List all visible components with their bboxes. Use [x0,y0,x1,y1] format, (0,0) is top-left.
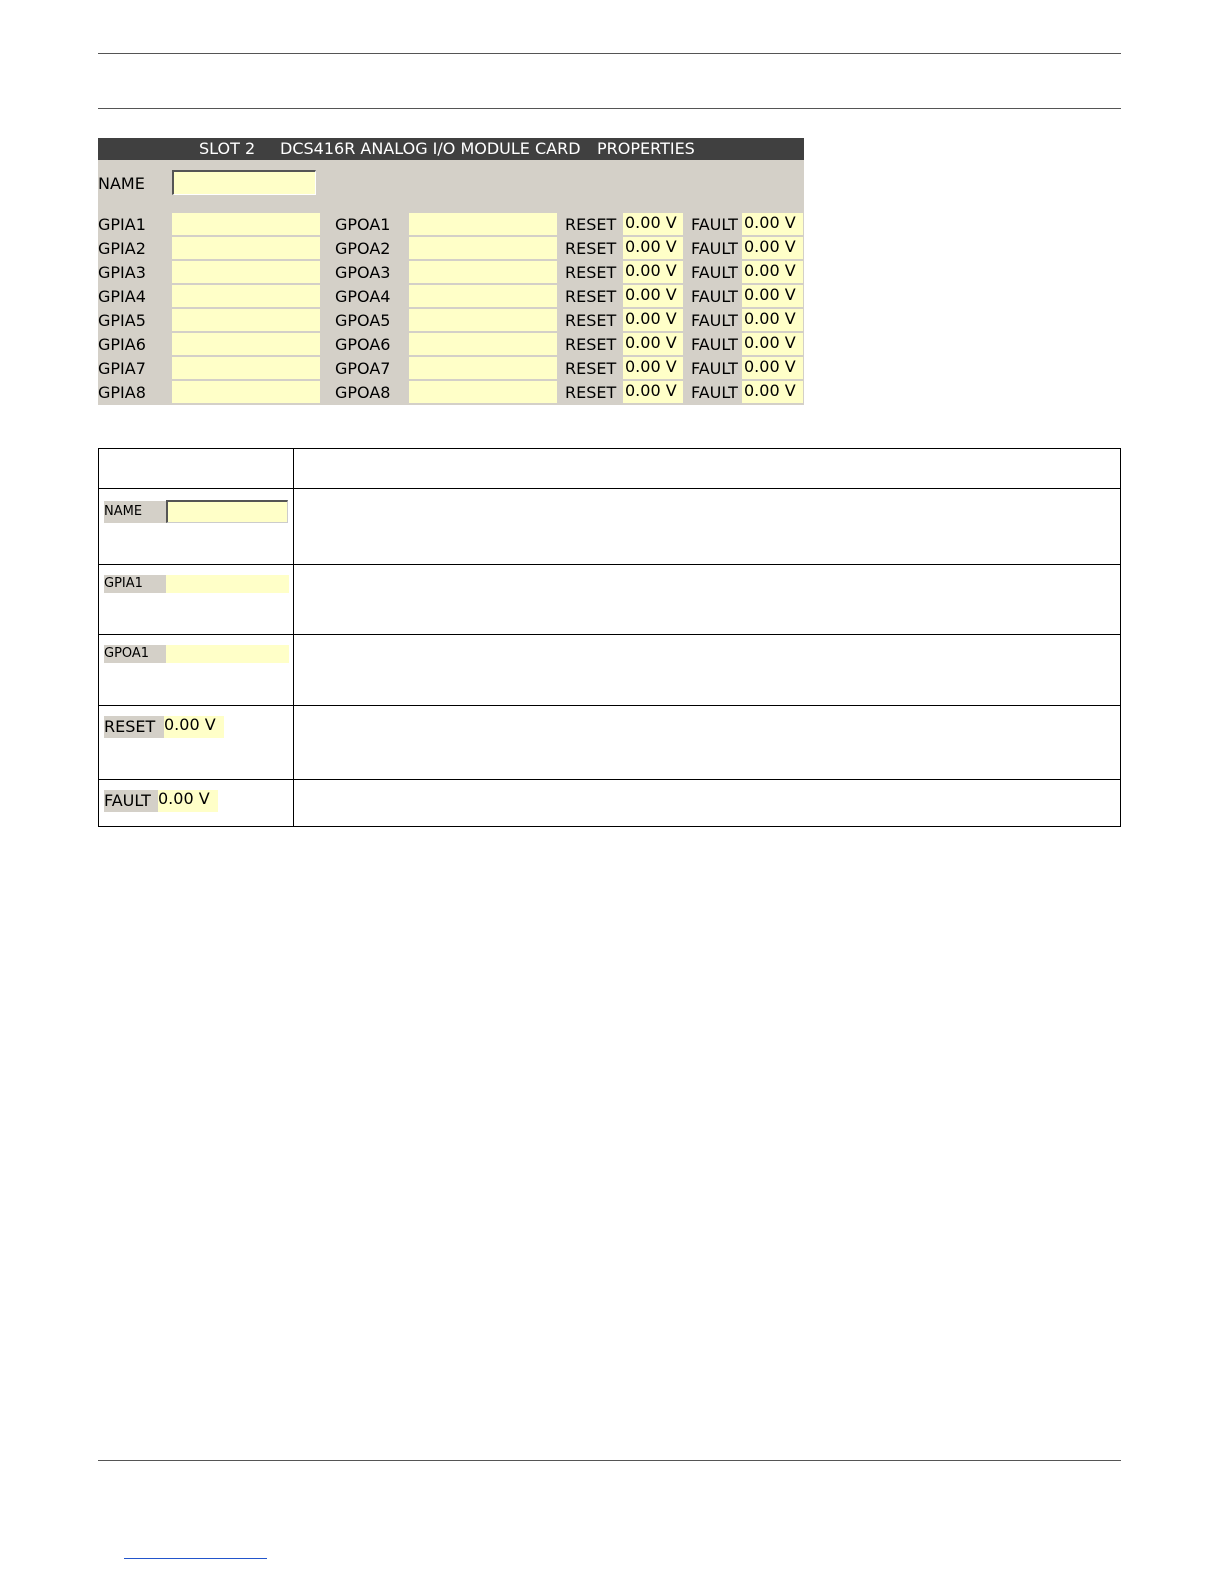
reset-label: RESET [565,383,617,402]
table-row [99,635,1121,706]
header-rule [98,108,1121,109]
gpoa-label: GPOA6 [335,335,391,354]
gpoa-label: GPOA8 [335,383,391,402]
panel-title-bar [98,138,804,160]
fault-label: FAULT [691,335,738,354]
fault-value[interactable]: 0.00 V [742,357,803,379]
slot-label: SLOT 2 [199,139,256,158]
gpoa-label: GPOA1 [335,215,391,234]
fault-value[interactable]: 0.00 V [742,213,803,235]
gpoa-field[interactable] [409,333,557,355]
gpia-field[interactable] [172,381,320,403]
mini-gpia-label: GPIA1 [104,575,166,593]
fault-value[interactable]: 0.00 V [742,237,803,259]
gpia-field[interactable] [172,261,320,283]
gpoa-field[interactable] [409,261,557,283]
fault-value[interactable]: 0.00 V [742,381,803,403]
reset-value[interactable]: 0.00 V [623,237,683,259]
table-row [99,780,1121,827]
reset-value[interactable]: 0.00 V [623,309,683,331]
table-cell-description [294,489,1121,565]
table-row [99,706,1121,780]
gpoa-field[interactable] [409,357,557,379]
gpia-label: GPIA4 [98,287,146,306]
gpoa-field[interactable] [409,237,557,259]
gpoa-field[interactable] [409,381,557,403]
gpoa-label: GPOA2 [335,239,391,258]
gpoa-label: GPOA7 [335,359,391,378]
table-cell-description [294,635,1121,706]
table-header-cell [99,449,294,489]
gpoa-label: GPOA3 [335,263,391,282]
table-row [99,489,1121,565]
reset-label: RESET [565,359,617,378]
table-header-row [99,449,1121,489]
gpoa-field[interactable] [409,213,557,235]
gpoa-field[interactable] [409,309,557,331]
mini-reset-value: 0.00 V [164,716,224,738]
fault-value[interactable]: 0.00 V [742,261,803,283]
mini-fault-value: 0.00 V [158,790,218,812]
name-label: NAME [98,174,145,193]
reset-value[interactable]: 0.00 V [623,333,683,355]
reset-label: RESET [565,311,617,330]
mini-reset-label: RESET [104,716,164,738]
reset-label: RESET [565,287,617,306]
mini-fault-label: FAULT [104,790,158,812]
fault-label: FAULT [691,287,738,306]
fault-label: FAULT [691,383,738,402]
properties-panel [98,138,804,405]
gpia-field[interactable] [172,333,320,355]
table-cell-control [99,706,294,780]
gpia-field[interactable] [172,213,320,235]
gpia-label: GPIA5 [98,311,146,330]
top-rule [98,53,1121,54]
reset-value[interactable]: 0.00 V [623,261,683,283]
mini-name-field [166,500,288,523]
reset-label: RESET [565,263,617,282]
gpia-field[interactable] [172,309,320,331]
table-cell-description [294,565,1121,635]
properties-label: PROPERTIES [597,139,695,158]
gpoa-field[interactable] [409,285,557,307]
reset-value[interactable]: 0.00 V [623,381,683,403]
name-input[interactable] [172,170,316,195]
footer-rule [98,1460,1121,1461]
reset-label: RESET [565,215,617,234]
gpoa-label: GPOA5 [335,311,391,330]
table-cell-control [99,565,294,635]
gpia-label: GPIA8 [98,383,146,402]
table-header-cell [294,449,1121,489]
reset-value[interactable]: 0.00 V [623,357,683,379]
reset-label: RESET [565,239,617,258]
reset-value[interactable]: 0.00 V [623,285,683,307]
fault-label: FAULT [691,263,738,282]
mini-gpoa-label: GPOA1 [104,645,166,663]
gpia-label: GPIA7 [98,359,146,378]
fault-value[interactable]: 0.00 V [742,333,803,355]
mini-gpoa-field [166,645,289,663]
table-cell-description [294,780,1121,827]
reset-label: RESET [565,335,617,354]
table-cell-control [99,489,294,565]
mini-gpia-field [166,575,289,593]
gpia-field[interactable] [172,237,320,259]
gpia-field[interactable] [172,285,320,307]
fault-label: FAULT [691,215,738,234]
fault-value[interactable]: 0.00 V [742,309,803,331]
table-cell-control [99,635,294,706]
footer-link-underline [124,1558,267,1559]
fault-value[interactable]: 0.00 V [742,285,803,307]
fault-label: FAULT [691,359,738,378]
gpia-label: GPIA3 [98,263,146,282]
gpia-field[interactable] [172,357,320,379]
table-row [99,565,1121,635]
gpia-label: GPIA1 [98,215,146,234]
fault-label: FAULT [691,311,738,330]
gpoa-label: GPOA4 [335,287,391,306]
table-cell-control [99,780,294,827]
reset-value[interactable]: 0.00 V [623,213,683,235]
card-label: DCS416R ANALOG I/O MODULE CARD [280,139,581,158]
gpia-label: GPIA6 [98,335,146,354]
description-table [98,448,1121,827]
table-cell-description [294,706,1121,780]
gpia-label: GPIA2 [98,239,146,258]
mini-name-label: NAME [104,501,166,523]
fault-label: FAULT [691,239,738,258]
